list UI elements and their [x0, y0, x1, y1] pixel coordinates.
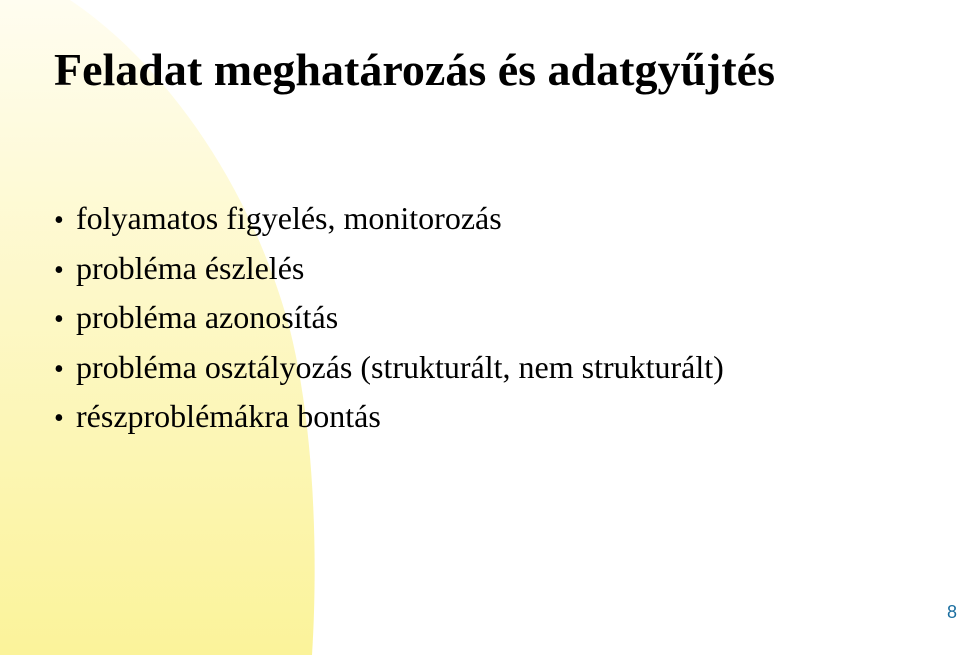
- bullet-icon: •: [54, 254, 64, 286]
- list-item-text: folyamatos figyelés, monitorozás: [76, 200, 502, 236]
- slide-title: Feladat meghatározás és adatgyűjtés: [54, 44, 775, 95]
- list-item: [54, 195, 724, 245]
- list-item: [54, 245, 724, 295]
- bullet-list: [54, 195, 724, 443]
- bullet-icon: •: [54, 353, 64, 385]
- list-item-text: probléma észlelés: [76, 249, 305, 286]
- list-item: [54, 344, 724, 394]
- list-item-text: részproblémákra bontás: [76, 398, 381, 434]
- bullet-icon: •: [54, 205, 64, 236]
- list-item-text: probléma osztályozás (strukturált, nem strukturált): [76, 348, 724, 385]
- list-item-text: probléma azonosítás: [76, 299, 339, 335]
- list-item: [54, 294, 724, 344]
- bullet-icon: •: [54, 304, 64, 335]
- list-item: [54, 393, 724, 443]
- page-number: 8: [946, 602, 957, 622]
- bullet-icon: •: [54, 403, 64, 434]
